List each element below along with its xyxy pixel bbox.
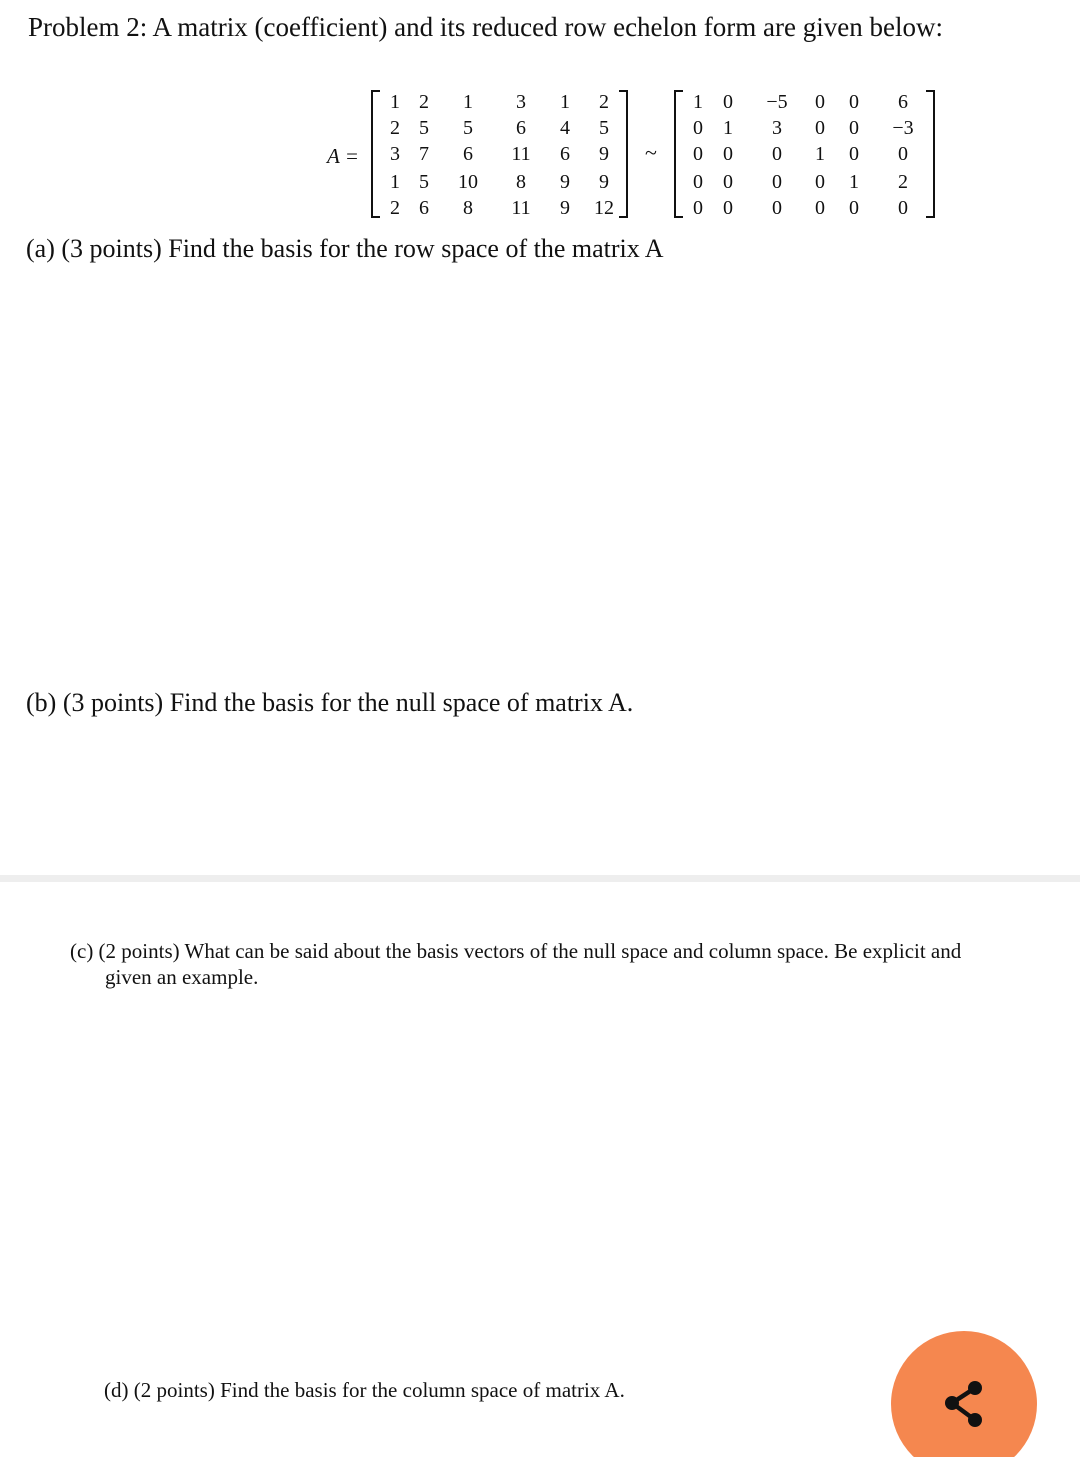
matrix-rref-cell-r2-c2: 1 [723, 117, 733, 139]
part-b-question: (b) (3 points) Find the basis for the null space of matrix A. [26, 688, 634, 717]
matrix-a-cell-r3-c6: 9 [599, 143, 609, 165]
matrix-rref-cell-r5-c1: 0 [693, 197, 703, 219]
matrix-rref-cell-r1-c6: 6 [898, 91, 908, 113]
row-equivalence-tilde: ~ [645, 140, 657, 165]
matrix-a-cell-r1-c5: 1 [560, 91, 570, 113]
matrix-rref-cell-r5-c4: 0 [815, 197, 825, 219]
matrix-rref-cell-r5-c5: 0 [849, 197, 859, 219]
matrix-rref-cell-r3-c4: 1 [815, 143, 825, 165]
share-icon [937, 1377, 991, 1431]
matrix-a-cell-r4-c3: 10 [458, 171, 478, 193]
matrix-rref-cell-r1-c5: 0 [849, 91, 859, 113]
matrix-a-cell-r5-c3: 8 [463, 197, 473, 219]
matrix-a-cell-r4-c1: 1 [390, 171, 400, 193]
matrix-a-cell-r5-c2: 6 [419, 197, 429, 219]
matrix-rref [674, 90, 935, 218]
matrix-a-cell-r1-c3: 1 [463, 91, 473, 113]
matrix-rref-cell-r4-c3: 0 [772, 171, 782, 193]
matrix-a-cell-r3-c3: 6 [463, 143, 473, 165]
part-d-question: (d) (2 points) Find the basis for the column space of matrix A. [104, 1378, 625, 1402]
matrix-a-label [327, 144, 359, 169]
matrix-a-cell-r4-c6: 9 [599, 171, 609, 193]
matrix-a-cell-r2-c6: 5 [599, 117, 609, 139]
matrix-a-cell-r4-c2: 5 [419, 171, 429, 193]
matrix-rref-cell-r5-c3: 0 [772, 197, 782, 219]
part-a-question: (a) (3 points) Find the basis for the row space of the matrix A [26, 234, 664, 263]
matrix-rref-cell-r2-c1: 0 [693, 117, 703, 139]
matrix-rref-cell-r2-c5: 0 [849, 117, 859, 139]
matrix-a-cell-r5-c4: 11 [511, 197, 531, 219]
page-separator [0, 875, 1080, 882]
matrix-rref-cell-r2-c4: 0 [815, 117, 825, 139]
matrix-a-cell-r2-c2: 5 [419, 117, 429, 139]
part-c-question [70, 938, 1060, 990]
matrix-rref-cell-r5-c6: 0 [898, 197, 908, 219]
matrix-rref-cell-r3-c6: 0 [898, 143, 908, 165]
matrix-a-label-text: A = [327, 144, 359, 168]
matrix-a-cell-r1-c2: 2 [419, 91, 429, 113]
matrix-rref-cell-r4-c2: 0 [723, 171, 733, 193]
matrix-a-cell-r3-c1: 3 [390, 143, 400, 165]
matrix-a-cell-r5-c5: 9 [560, 197, 570, 219]
matrix-a-cell-r3-c5: 6 [560, 143, 570, 165]
matrix-a-cell-r2-c3: 5 [463, 117, 473, 139]
matrix-rref-cell-r3-c3: 0 [772, 143, 782, 165]
matrix-rref-cell-r4-c4: 0 [815, 171, 825, 193]
matrix-rref-cell-r1-c2: 0 [723, 91, 733, 113]
matrix-rref-cell-r2-c3: 3 [772, 117, 782, 139]
matrix-rref-cell-r2-c6: −3 [892, 117, 914, 139]
matrix-rref-cell-r1-c3: −5 [766, 91, 788, 113]
part-c-line-2: given an example. [105, 965, 259, 989]
part-c-line-1: (c) (2 points) What can be said about the basis vectors of the null space and column space. Be explicit and [70, 939, 962, 963]
matrix-a-cell-r3-c4: 11 [511, 143, 531, 165]
matrix-rref-cell-r4-c5: 1 [849, 171, 859, 193]
matrix-a-cell-r2-c4: 6 [516, 117, 526, 139]
problem-heading: Problem 2: A matrix (coefficient) and its reduced row echelon form are given below: [28, 12, 943, 42]
matrix-rref-cell-r1-c1: 1 [693, 91, 703, 113]
matrix-a-cell-r5-c1: 2 [390, 197, 400, 219]
matrix-a-cell-r1-c4: 3 [516, 91, 526, 113]
matrix-a-cell-r2-c5: 4 [560, 117, 570, 139]
matrix-rref-cell-r3-c1: 0 [693, 143, 703, 165]
matrix-a-cell-r2-c1: 2 [390, 117, 400, 139]
matrix-a-cell-r4-c5: 9 [560, 171, 570, 193]
matrix-a [371, 90, 628, 218]
matrix-a-cell-r5-c6: 12 [594, 197, 614, 219]
matrix-a-cell-r1-c1: 1 [390, 91, 400, 113]
matrix-a-cell-r1-c6: 2 [599, 91, 609, 113]
matrix-rref-cell-r5-c2: 0 [723, 197, 733, 219]
matrix-a-cell-r3-c2: 7 [419, 143, 429, 165]
matrix-rref-cell-r4-c1: 0 [693, 171, 703, 193]
matrix-rref-cell-r3-c2: 0 [723, 143, 733, 165]
matrix-a-cell-r4-c4: 8 [516, 171, 526, 193]
matrix-rref-cell-r3-c5: 0 [849, 143, 859, 165]
matrix-rref-cell-r4-c6: 2 [898, 171, 908, 193]
matrix-rref-cell-r1-c4: 0 [815, 91, 825, 113]
matrix-rref-right-bracket [926, 90, 935, 218]
